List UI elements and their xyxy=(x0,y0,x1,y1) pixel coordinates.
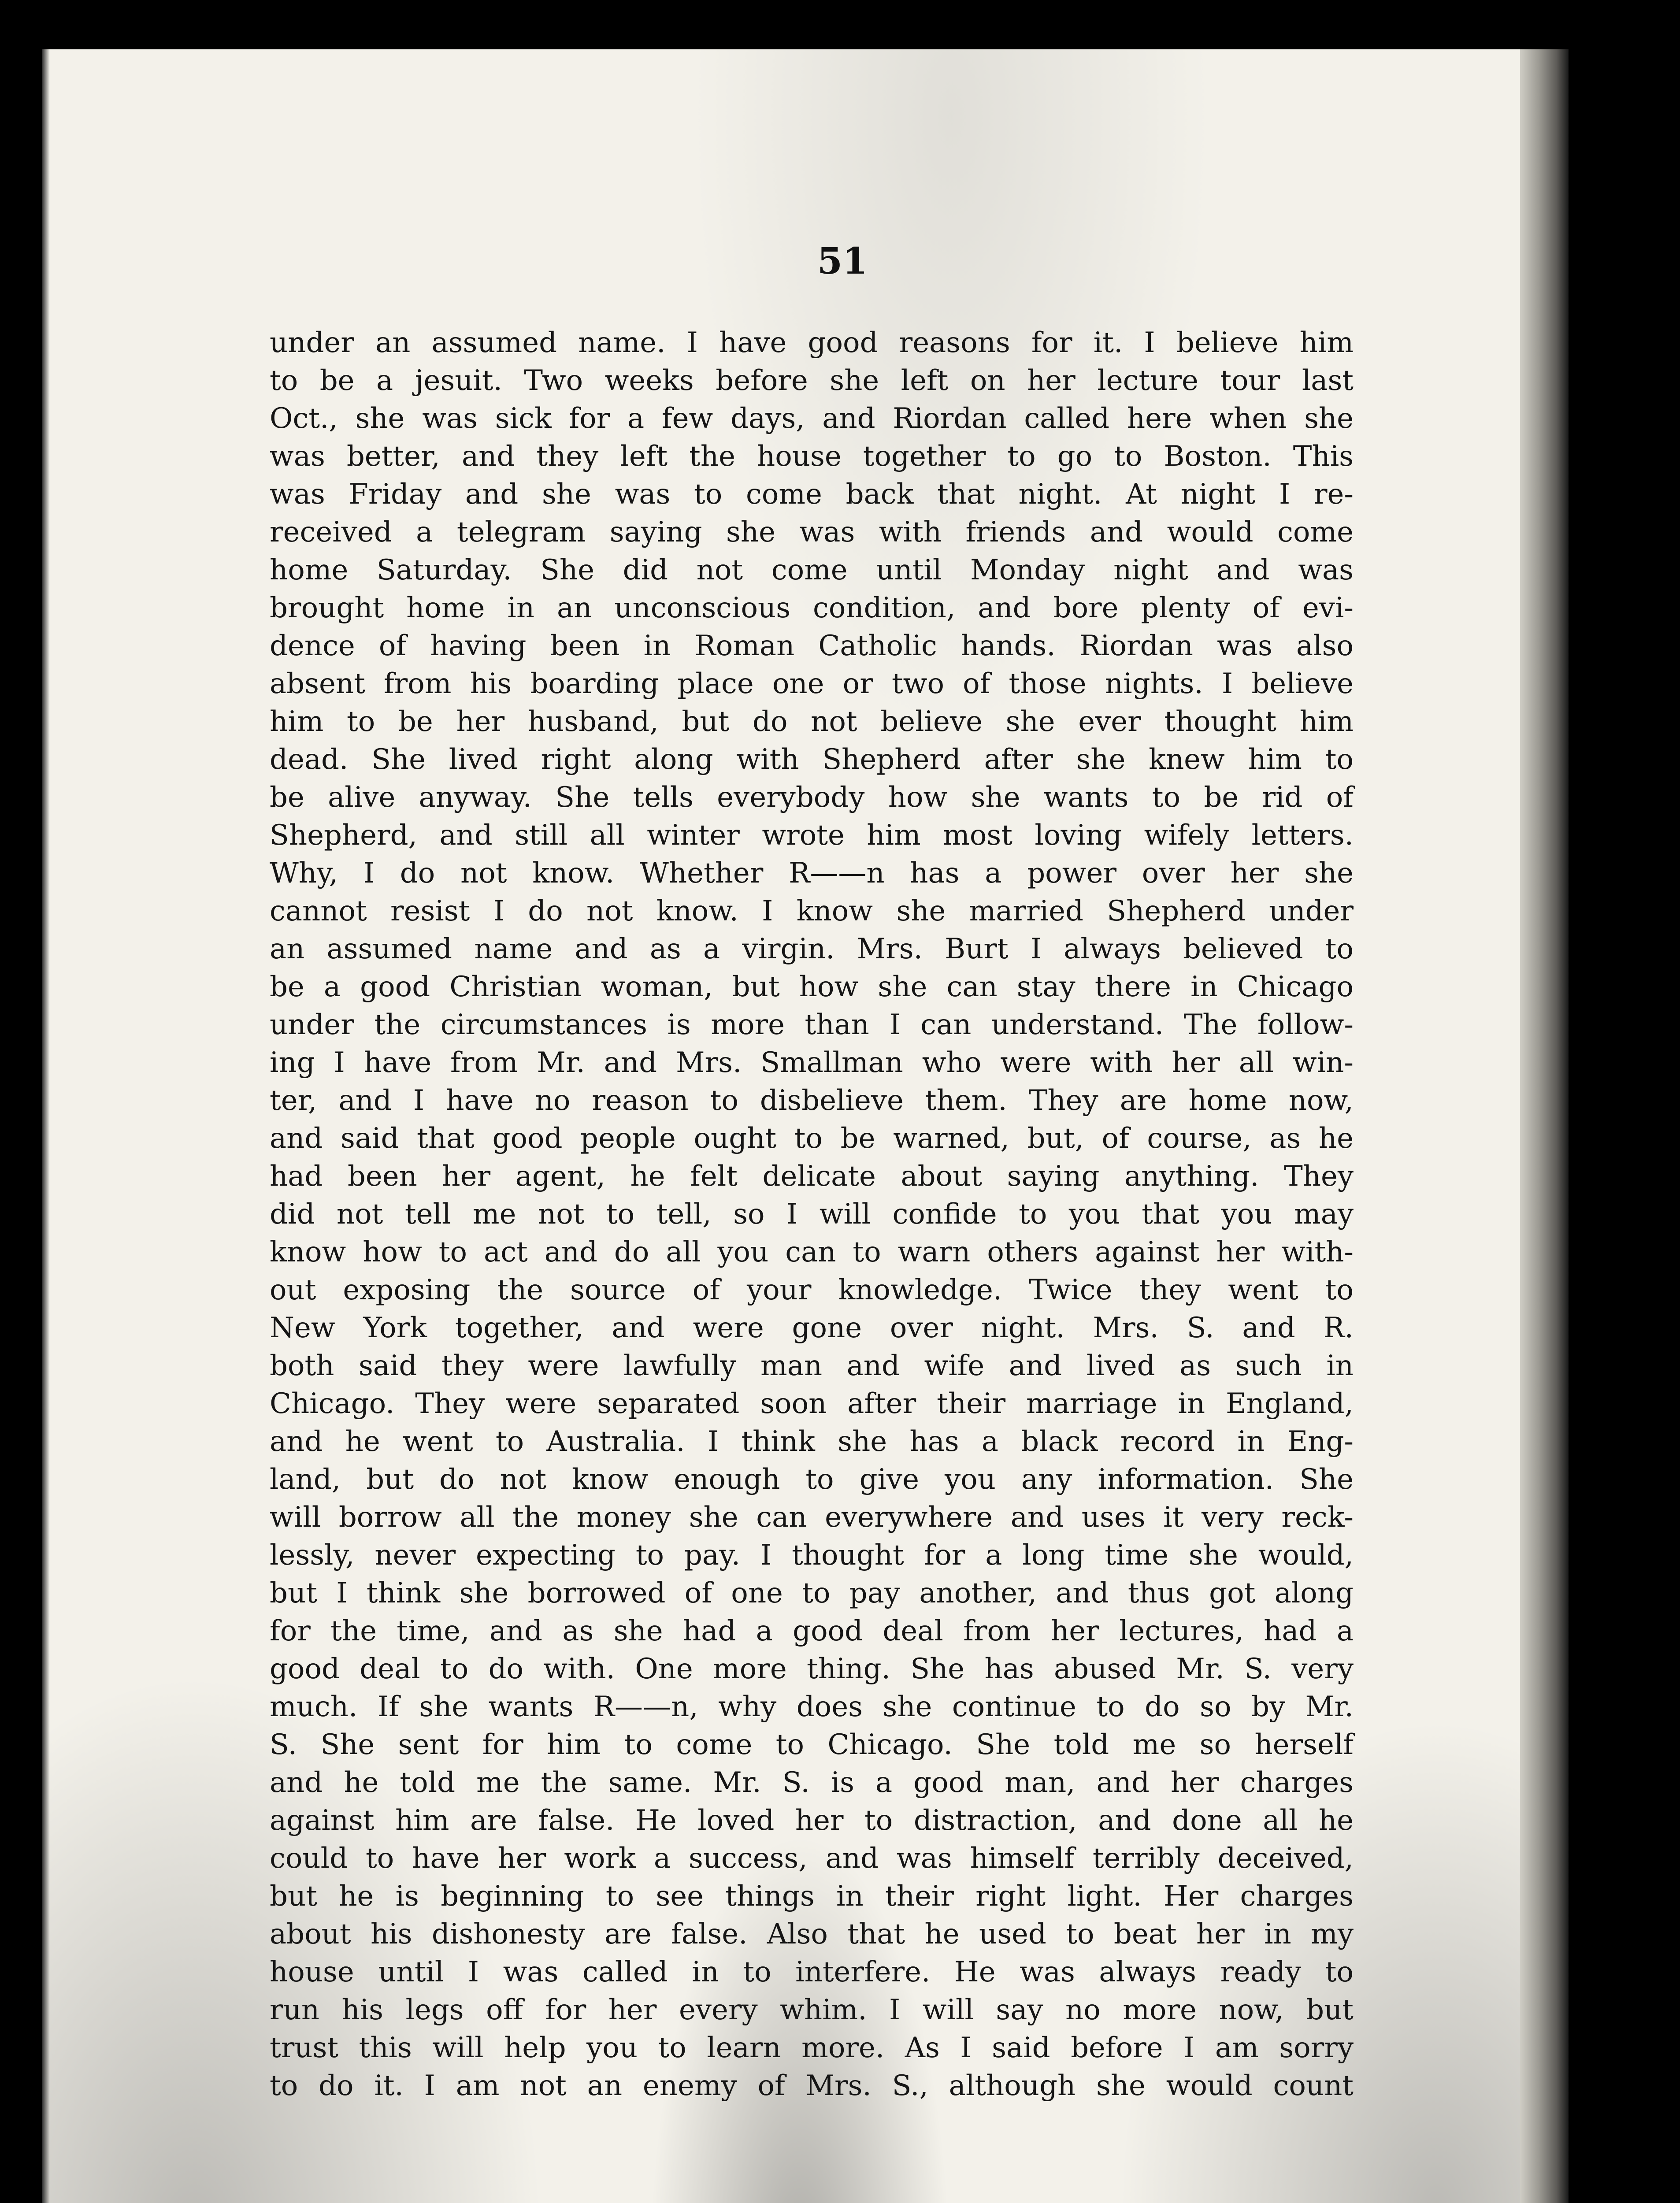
text-line: to do it. I am not an enemy of Mrs. S., although she would count xyxy=(270,2069,1354,2102)
page-binding-edge xyxy=(1520,49,1569,2203)
text-line: under the circumstances is more than I can understand. The follow- xyxy=(270,1009,1354,1041)
text-line: brought home in an unconscious condition, and bore plenty of evi- xyxy=(270,592,1354,624)
text-line: house until I was called in to interfere. He was always ready to xyxy=(270,1956,1354,1988)
text-line: will borrow all the money she can everywhere and uses it very reck- xyxy=(270,1501,1354,1534)
text-line: was better, and they left the house together to go to Boston. This xyxy=(270,440,1354,473)
body-text xyxy=(270,324,1354,2105)
text-line: both said they were lawfully man and wife and lived as such in xyxy=(270,1350,1354,1382)
page-number: 51 xyxy=(817,240,868,282)
text-line: could to have her work a success, and was himself terribly deceived, xyxy=(270,1842,1354,1875)
text-line: but I think she borrowed of one to pay another, and thus got along xyxy=(270,1577,1354,1610)
text-line: home Saturday. She did not come until Monday night and was xyxy=(270,554,1354,586)
text-line: lessly, never expecting to pay. I thought for a long time she would, xyxy=(270,1539,1354,1572)
text-line: out exposing the source of your knowledge. Twice they went to xyxy=(270,1274,1354,1306)
text-line: against him are false. He loved her to distraction, and done all he xyxy=(270,1804,1354,1837)
text-line: under an assumed name. I have good reasons for it. I believe him xyxy=(270,326,1354,359)
text-line: Chicago. They were separated soon after their marriage in England, xyxy=(270,1387,1354,1420)
page-left-shadow xyxy=(42,49,50,2203)
text-line: New York together, and were gone over night. Mrs. S. and R. xyxy=(270,1312,1354,1344)
text-line: and he told me the same. Mr. S. is a good man, and her charges xyxy=(270,1766,1354,1799)
text-line: to be a jesuit. Two weeks before she left on her lecture tour last xyxy=(270,364,1354,397)
text-line: for the time, and as she had a good deal from her lectures, had a xyxy=(270,1615,1354,1647)
text-line: dead. She lived right along with Shepherd after she knew him to xyxy=(270,743,1354,776)
text-line: and said that good people ought to be warned, but, of course, as he xyxy=(270,1122,1354,1155)
text-line: was Friday and she was to come back that night. At night I re- xyxy=(270,478,1354,511)
text-line: had been her agent, he felt delicate about saying anything. They xyxy=(270,1160,1354,1193)
text-line: him to be her husband, but do not believe she ever thought him xyxy=(270,705,1354,738)
text-line: much. If she wants R——n, why does she continue to do so by Mr. xyxy=(270,1691,1354,1723)
text-line: cannot resist I do not know. I know she married Shepherd under xyxy=(270,895,1354,927)
text-line: did not tell me not to tell, so I will confide to you that you may xyxy=(270,1198,1354,1231)
text-line: and he went to Australia. I think she has a black record in Eng- xyxy=(270,1425,1354,1458)
text-line: good deal to do with. One more thing. She has abused Mr. S. very xyxy=(270,1653,1354,1685)
text-line: know how to act and do all you can to warn others against her with- xyxy=(270,1236,1354,1268)
text-line: about his dishonesty are false. Also that he used to beat her in my xyxy=(270,1918,1354,1951)
text-line: ing I have from Mr. and Mrs. Smallman who were with her all win- xyxy=(270,1046,1354,1079)
text-line: Oct., she was sick for a few days, and Riordan called here when she xyxy=(270,402,1354,435)
text-line: Shepherd, and still all winter wrote him most loving wifely letters. xyxy=(270,819,1354,852)
text-line: absent from his boarding place one or two of those nights. I believe xyxy=(270,668,1354,700)
text-line: received a telegram saying she was with friends and would come xyxy=(270,516,1354,549)
text-line: be alive anyway. She tells everybody how she wants to be rid of xyxy=(270,781,1354,814)
text-line: Why, I do not know. Whether R——n has a power over her she xyxy=(270,857,1354,890)
text-line: trust this will help you to learn more. As I said before I am sorry xyxy=(270,2032,1354,2064)
text-line: run his legs off for her every whim. I will say no more now, but xyxy=(270,1994,1354,2026)
text-line: S. She sent for him to come to Chicago. She told me so herself xyxy=(270,1728,1354,1761)
text-line: be a good Christian woman, but how she can stay there in Chicago xyxy=(270,971,1354,1003)
text-line: but he is beginning to see things in their right light. Her charges xyxy=(270,1880,1354,1913)
text-line: land, but do not know enough to give you any information. She xyxy=(270,1463,1354,1496)
text-line: an assumed name and as a virgin. Mrs. Burt I always believed to xyxy=(270,933,1354,965)
text-line: dence of having been in Roman Catholic hands. Riordan was also xyxy=(270,630,1354,662)
text-line: ter, and I have no reason to disbelieve them. They are home now, xyxy=(270,1084,1354,1117)
